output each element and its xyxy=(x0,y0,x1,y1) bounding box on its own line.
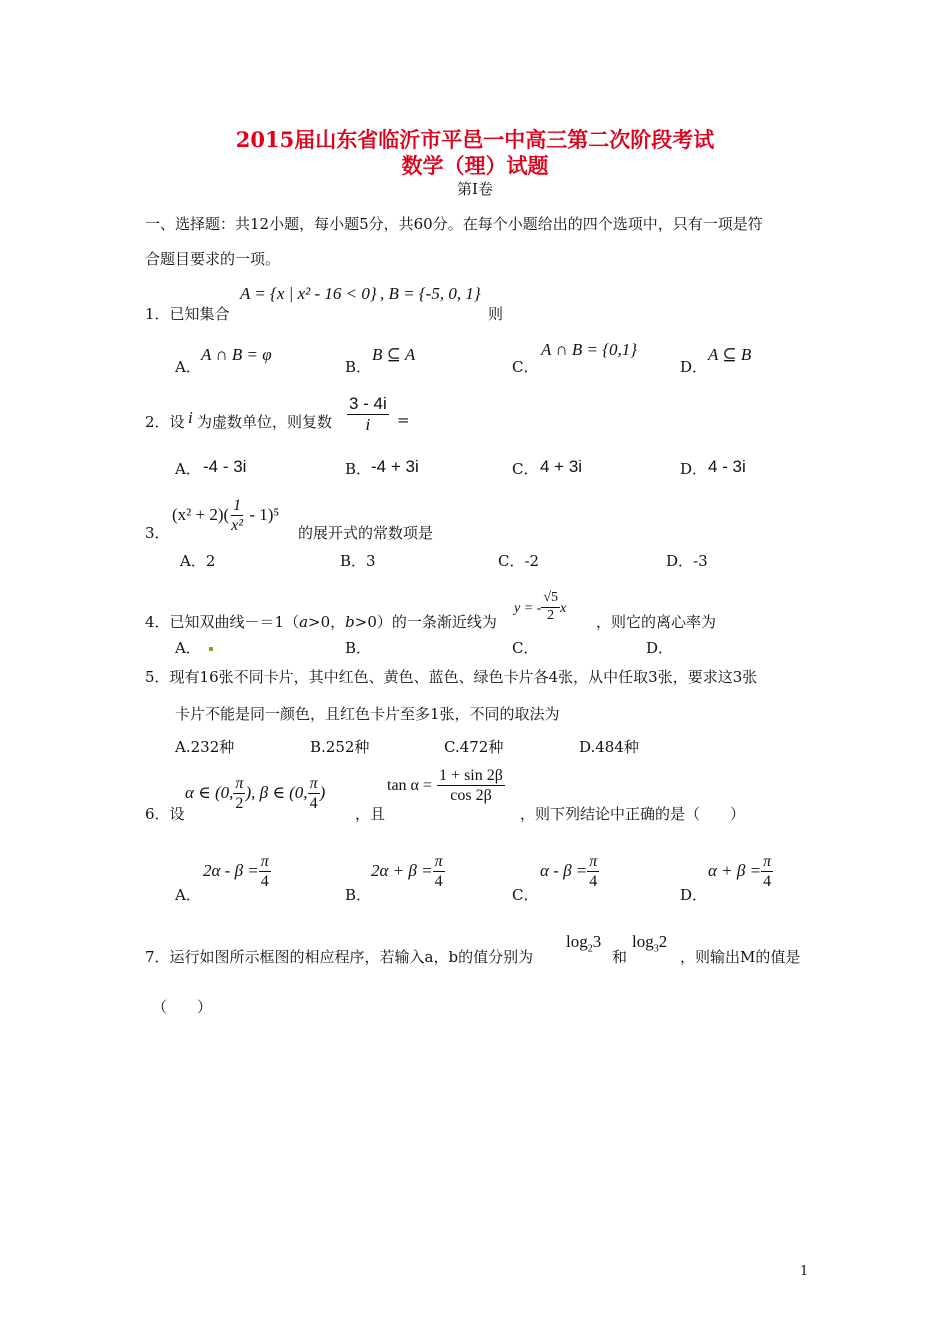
q4-cond-a: >0， xyxy=(308,613,346,631)
q6-cond-end: ) xyxy=(319,783,326,803)
q7-answer-paren: （ ） xyxy=(152,998,213,1016)
q6-condition xyxy=(185,774,325,813)
q6-option-d-pi: π xyxy=(761,852,773,872)
q5-option-d xyxy=(579,736,639,757)
q7-and: 和 xyxy=(612,948,628,966)
q6-option-d-lhs: α + β = xyxy=(708,861,762,881)
q6-suffix: ，则下列结论中正确的是（ ） xyxy=(520,805,746,823)
q2-option-c-expr: 4 + 3i xyxy=(540,457,583,476)
q4-asym-den: 2 xyxy=(547,607,555,623)
exam-title: 2015届山东省临沂市平邑一中高三第二次阶段考试 xyxy=(235,127,715,152)
q7-log1-fn: log xyxy=(566,932,588,951)
q5-option-a-value: 232种 xyxy=(190,738,235,756)
q7-log-2 xyxy=(632,932,667,954)
q4-asym-x: x xyxy=(560,600,567,616)
q3-option-d xyxy=(666,550,708,571)
q6-option-c-expr xyxy=(540,852,599,891)
q6-option-b-lhs: 2α + β = xyxy=(371,861,433,881)
q5-option-b xyxy=(310,736,369,757)
q2-option-a-expr: -4 - 3i xyxy=(203,457,247,476)
q3-expr-left: (x² + 2)( xyxy=(172,505,230,525)
q5-option-c xyxy=(444,736,503,757)
q6-tan-num: 1 + sin 2β xyxy=(437,766,505,786)
q4-asym-num: √5 xyxy=(541,590,560,608)
q2-i: i xyxy=(188,408,193,427)
q6-cond-pi-2: π xyxy=(308,774,320,794)
q1-suffix: 则 xyxy=(488,305,504,323)
q5-line2: 卡片不能是同一颜色，且红色卡片至多1张，不同的取法为 xyxy=(175,705,560,723)
exam-subtitle: 数学（理）试题 xyxy=(401,153,549,178)
q4-option-c: C． xyxy=(512,639,539,657)
q6-option-b-expr xyxy=(371,852,445,891)
q4-option-d: D． xyxy=(646,639,674,657)
q5-option-a-label: A. xyxy=(175,738,191,756)
q6-option-a-lhs: 2α - β = xyxy=(203,861,259,881)
q2-option-b-label: B． xyxy=(345,460,372,478)
instructions-line1: 一、选择题：共12小题，每小题5分，共60分。在每个小题给出的四个选项中，只有一项是符 xyxy=(145,215,763,233)
q3-option-b-value: 3 xyxy=(366,552,376,570)
q1-option-b-expr: B ⊆ A xyxy=(372,345,416,364)
q1-option-d-expr: A ⊆ B xyxy=(708,345,752,364)
q5-option-b-label: B. xyxy=(310,738,326,756)
q3-option-c xyxy=(498,550,539,571)
q4-var-a: a xyxy=(299,613,309,631)
q4-option-a: A． xyxy=(175,639,201,657)
q1-option-a-label: A． xyxy=(175,358,201,376)
q5-option-c-value: 472种 xyxy=(459,738,504,756)
q4-asymptote xyxy=(514,590,566,625)
q7-log-1 xyxy=(566,932,601,954)
q3-frac-num: 1 xyxy=(231,496,243,516)
q6-cond-alpha: α ∈ (0, xyxy=(185,783,234,803)
q2-option-a-label: A． xyxy=(175,460,201,478)
q6-cond-beta: ), β ∈ (0, xyxy=(245,783,308,803)
q1-option-a-expr: A ∩ B = φ xyxy=(201,345,272,364)
q4-text xyxy=(145,611,497,632)
q6-option-a-pi: π xyxy=(259,852,271,872)
q1-prefix: 1．已知集合 xyxy=(145,305,230,323)
q3-option-c-label: C． xyxy=(498,552,525,570)
q2-mid: 为虚数单位，则复数 xyxy=(197,413,333,431)
q2-option-b-expr: -4 + 3i xyxy=(371,457,419,476)
q6-option-c-four: 4 xyxy=(589,873,598,891)
q3-option-c-value: -2 xyxy=(524,552,540,570)
q1-option-b-label: B． xyxy=(345,358,372,376)
q6-option-b-label: B． xyxy=(345,886,372,904)
q4-suffix: ，则它的离心率为 xyxy=(596,613,717,631)
q3-expr-right: - 1)⁵ xyxy=(245,505,280,525)
q6-option-a-expr xyxy=(203,852,271,891)
q6-option-d-expr xyxy=(708,852,773,891)
q6-prefix: 6．设 xyxy=(145,805,185,823)
q2-option-d-label: D． xyxy=(680,460,708,478)
q6-cond-pi-1: π xyxy=(233,774,245,794)
q3-number: 3． xyxy=(145,524,170,542)
q6-option-a-label: A． xyxy=(175,886,201,904)
q7-log1-base: 2 xyxy=(587,943,593,955)
q6-option-d-label: D． xyxy=(680,886,708,904)
q7-log2-arg: 2 xyxy=(658,932,668,951)
q6-option-c-label: C． xyxy=(512,886,539,904)
q4-text-before: 4．已知双曲线－＝1（ xyxy=(145,613,300,631)
q5-line1: 5．现有16张不同卡片，其中红色、黄色、蓝色、绿色卡片各4张，从中任取3张，要求这3张 xyxy=(145,668,758,686)
q3-option-d-label: D． xyxy=(666,552,694,570)
q6-cond-four: 4 xyxy=(309,795,318,813)
q3-option-b-label: B． xyxy=(340,552,367,570)
q6-option-c-pi: π xyxy=(587,852,599,872)
q2-denominator: i xyxy=(365,415,371,435)
q5-option-d-value: 484种 xyxy=(595,738,639,756)
q4-stray-mark xyxy=(209,647,213,651)
q4-cond-b: >0）的一条渐近线为 xyxy=(354,613,497,631)
q7-text-1: 7．运行如图所示框图的相应程序，若输入a，b的值分别为 xyxy=(145,948,534,966)
page-number: 1 xyxy=(800,1264,809,1279)
q2-fraction xyxy=(347,394,389,436)
q4-var-b: b xyxy=(345,613,355,631)
q6-tan-equation xyxy=(387,766,505,805)
q7-log1-arg: 3 xyxy=(592,932,602,951)
q5-option-a xyxy=(175,736,234,757)
q2-option-d-expr: 4 - 3i xyxy=(708,457,746,476)
q2-option-c-label: C． xyxy=(512,460,539,478)
q3-expression xyxy=(172,496,279,535)
q5-option-d-label: D. xyxy=(579,738,596,756)
q6-option-a-four: 4 xyxy=(260,873,269,891)
q4-asym-left: y = - xyxy=(514,600,542,616)
q4-option-b: B． xyxy=(345,639,372,657)
q6-and: ，且 xyxy=(355,805,386,823)
q6-option-d-four: 4 xyxy=(763,873,772,891)
q3-frac-den: x² xyxy=(231,517,244,535)
q2-prefix: 2．设 xyxy=(145,413,185,431)
q3-suffix: 的展开式的常数项是 xyxy=(298,524,434,542)
q6-option-c-lhs: α - β = xyxy=(540,861,588,881)
instructions-line2: 合题目要求的一项。 xyxy=(145,250,281,268)
q3-option-b xyxy=(340,550,376,571)
q5-option-b-value: 252种 xyxy=(325,738,370,756)
q6-option-b-four: 4 xyxy=(434,873,443,891)
q6-tan-left: tan α = xyxy=(387,777,432,795)
q7-log2-fn: log xyxy=(632,932,654,951)
q1-option-d-label: D． xyxy=(680,358,708,376)
q1-set-b: , B = {-5, 0, 1} xyxy=(380,284,481,303)
q1-option-c-expr: A ∩ B = {0,1} xyxy=(541,340,638,359)
q2-numerator: 3 - 4i xyxy=(347,394,389,415)
q6-option-b-pi: π xyxy=(433,852,445,872)
q2-eq: = xyxy=(397,411,410,429)
q3-option-a-value: 2 xyxy=(205,552,216,570)
q6-cond-two: 2 xyxy=(235,795,244,813)
q3-option-a xyxy=(180,550,215,571)
q1-set-a: A = {x | x² - 16 < 0} xyxy=(240,284,377,303)
q5-option-c-label: C. xyxy=(444,738,460,756)
volume-label: 第Ⅰ卷 xyxy=(457,180,493,198)
q7-log2-base: 3 xyxy=(653,943,659,955)
q7-text-2: ，则输出M的值是 xyxy=(680,948,801,966)
q3-option-a-label: A． xyxy=(180,552,206,570)
q3-option-d-value: -3 xyxy=(693,552,708,570)
q6-tan-den: cos 2β xyxy=(450,787,492,805)
q1-option-c-label: C． xyxy=(512,358,539,376)
